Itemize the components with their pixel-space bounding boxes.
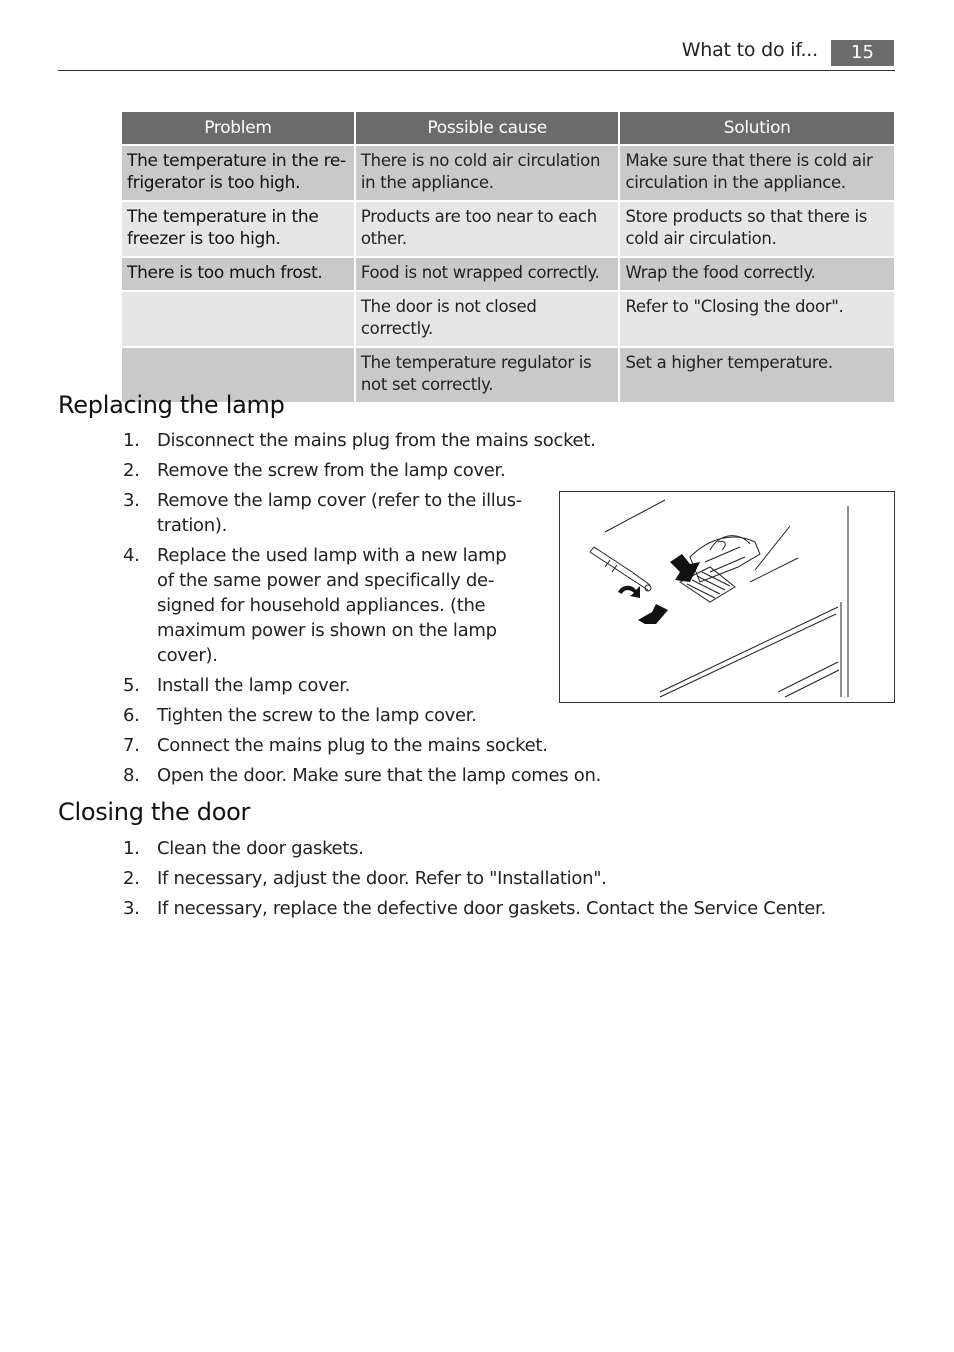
list-item <box>123 703 623 728</box>
cause-cell: There is no cold air circulation in the appliance. <box>356 146 619 200</box>
step-number: 7. <box>123 735 140 756</box>
step-text: Tighten the screw to the lamp cover. <box>157 705 477 726</box>
solution-cell: Wrap the food correctly. <box>620 258 894 290</box>
replacing-lamp-heading: Replacing the lamp <box>58 391 285 419</box>
problem-cell: The temperature in the freezer is too high. <box>122 202 354 256</box>
list-item <box>123 428 623 453</box>
problem-cell <box>122 292 354 346</box>
cause-cell: The door is not closed correctly. <box>356 292 619 346</box>
step-text: If necessary, adjust the door. Refer to "Installation". <box>157 868 607 889</box>
list-item <box>123 896 883 921</box>
closing-door-heading: Closing the door <box>58 798 251 826</box>
header-solution: Solution <box>620 112 894 144</box>
step-text: Clean the door gaskets. <box>157 838 364 859</box>
table-row <box>122 292 894 346</box>
list-item <box>123 458 623 483</box>
step-number: 3. <box>123 490 140 511</box>
step-number: 2. <box>123 460 140 481</box>
step-number: 2. <box>123 868 140 889</box>
step-number: 3. <box>123 898 140 919</box>
list-item <box>123 733 623 758</box>
step-number: 8. <box>123 765 140 786</box>
list-item <box>123 836 883 861</box>
list-item <box>123 543 623 668</box>
table-row <box>122 146 894 200</box>
solution-cell: Set a higher temperature. <box>620 348 894 402</box>
list-item <box>123 763 623 788</box>
solution-cell: Store products so that there is cold air circulation. <box>620 202 894 256</box>
step-text: Remove the screw from the lamp cover. <box>157 460 506 481</box>
step-number: 1. <box>123 430 140 451</box>
cause-cell: The temperature regulator is not set correctly. <box>356 348 619 402</box>
solution-cell: Make sure that there is cold air circulation in the appliance. <box>620 146 894 200</box>
cause-cell: Food is not wrapped correctly. <box>356 258 619 290</box>
list-item <box>123 673 623 698</box>
step-number: 1. <box>123 838 140 859</box>
lamp-illustration <box>559 491 895 703</box>
lamp-steps-list <box>123 428 623 793</box>
step-number: 5. <box>123 675 140 696</box>
list-item <box>123 488 623 538</box>
lamp-cover-removal-drawing <box>560 492 894 702</box>
page-number: 15 <box>831 40 894 66</box>
solution-cell: Refer to "Closing the door". <box>620 292 894 346</box>
step-text: Remove the lamp cover (refer to the illus- tration). <box>157 490 522 536</box>
step-text: Install the lamp cover. <box>157 675 351 696</box>
header-rule <box>58 70 895 71</box>
step-text: Connect the mains plug to the mains socket. <box>157 735 548 756</box>
list-item <box>123 866 883 891</box>
problem-cell: There is too much frost. <box>122 258 354 290</box>
step-number: 4. <box>123 545 140 566</box>
door-steps-list <box>123 836 883 926</box>
troubleshooting-table <box>120 110 896 404</box>
table-row <box>122 258 894 290</box>
header-problem: Problem <box>122 112 354 144</box>
step-number: 6. <box>123 705 140 726</box>
step-text: Disconnect the mains plug from the mains socket. <box>157 430 596 451</box>
section-title: What to do if... <box>681 39 818 61</box>
header-possible-cause: Possible cause <box>356 112 619 144</box>
step-text: Open the door. Make sure that the lamp comes on. <box>157 765 602 786</box>
table-header-row <box>122 112 894 144</box>
step-text: If necessary, replace the defective door gaskets. Contact the Service Center. <box>157 898 826 919</box>
table-row <box>122 202 894 256</box>
cause-cell: Products are too near to each other. <box>356 202 619 256</box>
step-text: Replace the used lamp with a new lamp of the same power and specifically de- signed for household appliances. (the maximum power is shown on the lamp cover). <box>157 545 507 666</box>
problem-cell: The temperature in the re- frigerator is too high. <box>122 146 354 200</box>
